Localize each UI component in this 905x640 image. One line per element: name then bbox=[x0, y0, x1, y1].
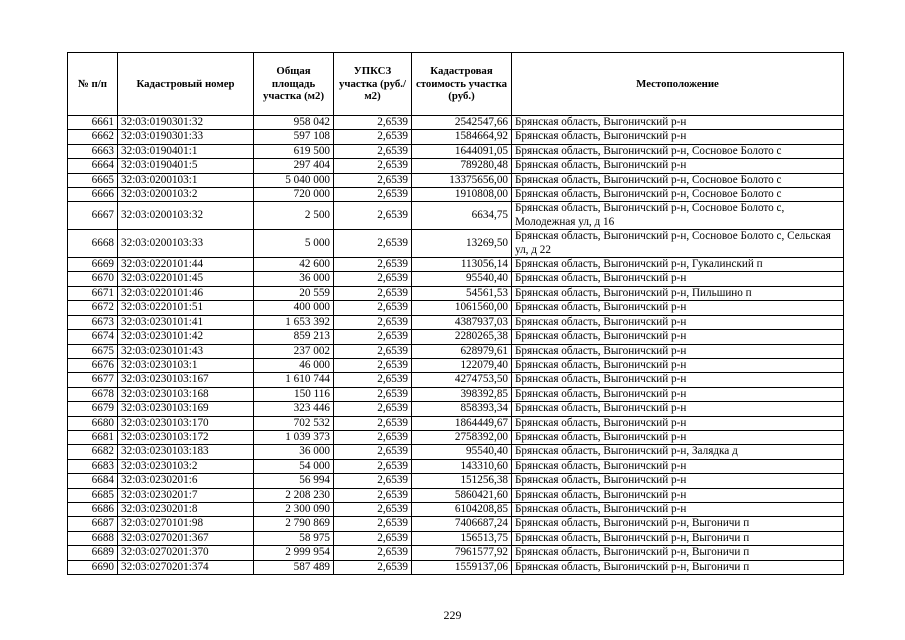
cell-area: 5 000 bbox=[254, 230, 334, 258]
cell-area: 2 790 869 bbox=[254, 517, 334, 531]
cell-cadastral-number: 32:03:0220101:46 bbox=[118, 286, 254, 300]
cell-location: Брянская область, Выгоничский р-н, Выгоничи п bbox=[512, 531, 844, 545]
cell-cadastral-number: 32:03:0230201:7 bbox=[118, 488, 254, 502]
cell-area: 587 489 bbox=[254, 560, 334, 574]
cell-cadastral-number: 32:03:0190401:5 bbox=[118, 159, 254, 173]
cell-num: 6670 bbox=[68, 272, 118, 286]
table-row bbox=[68, 315, 844, 329]
cell-rate: 2,6539 bbox=[334, 159, 412, 173]
cell-location: Брянская область, Выгоничский р-н bbox=[512, 416, 844, 430]
cell-num: 6674 bbox=[68, 330, 118, 344]
cell-cost: 1061560,00 bbox=[412, 301, 512, 315]
cell-cost: 113056,14 bbox=[412, 258, 512, 272]
cell-rate: 2,6539 bbox=[334, 315, 412, 329]
cell-location: Брянская область, Выгоничский р-н bbox=[512, 301, 844, 315]
cell-area: 237 002 bbox=[254, 344, 334, 358]
table-row bbox=[68, 116, 844, 130]
table-header-row bbox=[68, 53, 844, 116]
cell-rate: 2,6539 bbox=[334, 373, 412, 387]
cell-cost: 2280265,38 bbox=[412, 330, 512, 344]
cell-num: 6669 bbox=[68, 258, 118, 272]
cell-area: 54 000 bbox=[254, 459, 334, 473]
cell-num: 6687 bbox=[68, 517, 118, 531]
table-row bbox=[68, 488, 844, 502]
cell-cost: 5860421,60 bbox=[412, 488, 512, 502]
cell-num: 6678 bbox=[68, 387, 118, 401]
table-row bbox=[68, 445, 844, 459]
cell-location: Брянская область, Выгоничский р-н bbox=[512, 488, 844, 502]
cell-cost: 628979,61 bbox=[412, 344, 512, 358]
cell-location: Брянская область, Выгоничский р-н bbox=[512, 330, 844, 344]
cell-location: Брянская область, Выгоничский р-н bbox=[512, 358, 844, 372]
table-row bbox=[68, 286, 844, 300]
cell-area: 150 116 bbox=[254, 387, 334, 401]
cell-rate: 2,6539 bbox=[334, 130, 412, 144]
cell-cadastral-number: 32:03:0270201:370 bbox=[118, 546, 254, 560]
cell-area: 2 300 090 bbox=[254, 502, 334, 516]
cell-num: 6683 bbox=[68, 459, 118, 473]
cell-area: 400 000 bbox=[254, 301, 334, 315]
cell-rate: 2,6539 bbox=[334, 474, 412, 488]
cell-area: 2 999 954 bbox=[254, 546, 334, 560]
cell-area: 702 532 bbox=[254, 416, 334, 430]
cell-location: Брянская область, Выгоничский р-н, Выгоничи п bbox=[512, 560, 844, 574]
cell-cost: 6104208,85 bbox=[412, 502, 512, 516]
cell-location: Брянская область, Выгоничский р-н, Выгоничи п bbox=[512, 517, 844, 531]
cell-location: Брянская область, Выгоничский р-н bbox=[512, 474, 844, 488]
cell-area: 42 600 bbox=[254, 258, 334, 272]
cell-area: 323 446 bbox=[254, 402, 334, 416]
cell-cost: 95540,40 bbox=[412, 272, 512, 286]
cell-location: Брянская область, Выгоничский р-н bbox=[512, 130, 844, 144]
cell-cost: 122079,40 bbox=[412, 358, 512, 372]
cell-cost: 1864449,67 bbox=[412, 416, 512, 430]
cell-area: 1 653 392 bbox=[254, 315, 334, 329]
cell-num: 6685 bbox=[68, 488, 118, 502]
cell-cost: 1644091,05 bbox=[412, 144, 512, 158]
cell-cost: 54561,53 bbox=[412, 286, 512, 300]
header-rate: УПКСЗ участка (руб./м2) bbox=[334, 53, 412, 116]
cell-location: Брянская область, Выгоничский р-н, Выгоничи п bbox=[512, 546, 844, 560]
cell-cadastral-number: 32:03:0230103:170 bbox=[118, 416, 254, 430]
cell-num: 6665 bbox=[68, 173, 118, 187]
table-row bbox=[68, 258, 844, 272]
cell-cost: 4274753,50 bbox=[412, 373, 512, 387]
table-row bbox=[68, 402, 844, 416]
cell-cost: 156513,75 bbox=[412, 531, 512, 545]
cell-cadastral-number: 32:03:0270101:98 bbox=[118, 517, 254, 531]
cell-cadastral-number: 32:03:0230101:42 bbox=[118, 330, 254, 344]
cell-num: 6682 bbox=[68, 445, 118, 459]
cell-num: 6668 bbox=[68, 230, 118, 258]
cell-cost: 7406687,24 bbox=[412, 517, 512, 531]
cell-rate: 2,6539 bbox=[334, 258, 412, 272]
cell-area: 46 000 bbox=[254, 358, 334, 372]
table-row bbox=[68, 459, 844, 473]
cell-cadastral-number: 32:03:0220101:44 bbox=[118, 258, 254, 272]
cell-cadastral-number: 32:03:0190301:33 bbox=[118, 130, 254, 144]
cell-area: 36 000 bbox=[254, 272, 334, 286]
cell-area: 720 000 bbox=[254, 188, 334, 202]
cell-num: 6662 bbox=[68, 130, 118, 144]
cell-cadastral-number: 32:03:0200103:1 bbox=[118, 173, 254, 187]
cell-cost: 6634,75 bbox=[412, 202, 512, 230]
cell-rate: 2,6539 bbox=[334, 358, 412, 372]
cell-cadastral-number: 32:03:0230103:169 bbox=[118, 402, 254, 416]
header-num: № п/п bbox=[68, 53, 118, 116]
cell-num: 6681 bbox=[68, 430, 118, 444]
table-row bbox=[68, 301, 844, 315]
cell-num: 6667 bbox=[68, 202, 118, 230]
table-row bbox=[68, 159, 844, 173]
cell-cadastral-number: 32:03:0230103:172 bbox=[118, 430, 254, 444]
cell-location: Брянская область, Выгоничский р-н bbox=[512, 387, 844, 401]
table-row bbox=[68, 358, 844, 372]
cell-rate: 2,6539 bbox=[334, 330, 412, 344]
cell-location: Брянская область, Выгоничский р-н bbox=[512, 459, 844, 473]
cell-rate: 2,6539 bbox=[334, 144, 412, 158]
cadastral-table bbox=[67, 52, 844, 575]
cell-num: 6690 bbox=[68, 560, 118, 574]
cell-cost: 13269,50 bbox=[412, 230, 512, 258]
table-row bbox=[68, 330, 844, 344]
cell-location: Брянская область, Выгоничский р-н, Залядка д bbox=[512, 445, 844, 459]
cell-location: Брянская область, Выгоничский р-н, Сосновое Болото с bbox=[512, 188, 844, 202]
cell-location: Брянская область, Выгоничский р-н bbox=[512, 116, 844, 130]
cell-location: Брянская область, Выгоничский р-н bbox=[512, 272, 844, 286]
cell-area: 1 039 373 bbox=[254, 430, 334, 444]
cell-cadastral-number: 32:03:0230101:41 bbox=[118, 315, 254, 329]
header-cost: Кадастровая стоимость участка (руб.) bbox=[412, 53, 512, 116]
cell-cadastral-number: 32:03:0190301:32 bbox=[118, 116, 254, 130]
cell-location: Брянская область, Выгоничский р-н bbox=[512, 344, 844, 358]
cell-rate: 2,6539 bbox=[334, 173, 412, 187]
cell-rate: 2,6539 bbox=[334, 459, 412, 473]
table-row bbox=[68, 531, 844, 545]
cell-num: 6663 bbox=[68, 144, 118, 158]
cell-cadastral-number: 32:03:0200103:32 bbox=[118, 202, 254, 230]
cell-location: Брянская область, Выгоничский р-н, Гукалинский п bbox=[512, 258, 844, 272]
table-row bbox=[68, 517, 844, 531]
cell-rate: 2,6539 bbox=[334, 188, 412, 202]
table-row bbox=[68, 188, 844, 202]
cell-num: 6684 bbox=[68, 474, 118, 488]
cell-rate: 2,6539 bbox=[334, 230, 412, 258]
cell-cost: 151256,38 bbox=[412, 474, 512, 488]
cell-cadastral-number: 32:03:0230103:167 bbox=[118, 373, 254, 387]
cell-cadastral-number: 32:03:0220101:45 bbox=[118, 272, 254, 286]
cell-area: 5 040 000 bbox=[254, 173, 334, 187]
cell-rate: 2,6539 bbox=[334, 430, 412, 444]
table-row bbox=[68, 416, 844, 430]
cell-num: 6680 bbox=[68, 416, 118, 430]
cell-cadastral-number: 32:03:0190401:1 bbox=[118, 144, 254, 158]
header-location: Местоположение bbox=[512, 53, 844, 116]
cell-num: 6676 bbox=[68, 358, 118, 372]
cell-num: 6689 bbox=[68, 546, 118, 560]
table-row bbox=[68, 546, 844, 560]
cell-cost: 4387937,03 bbox=[412, 315, 512, 329]
header-area: Общая площадь участка (м2) bbox=[254, 53, 334, 116]
cell-location: Брянская область, Выгоничский р-н, Сосновое Болото с, Молодежная ул, д 16 bbox=[512, 202, 844, 230]
cell-cadastral-number: 32:03:0220101:51 bbox=[118, 301, 254, 315]
cell-area: 619 500 bbox=[254, 144, 334, 158]
cell-area: 1 610 744 bbox=[254, 373, 334, 387]
table-row bbox=[68, 373, 844, 387]
cell-rate: 2,6539 bbox=[334, 272, 412, 286]
cell-area: 297 404 bbox=[254, 159, 334, 173]
cell-rate: 2,6539 bbox=[334, 560, 412, 574]
cell-cadastral-number: 32:03:0200103:33 bbox=[118, 230, 254, 258]
cell-num: 6673 bbox=[68, 315, 118, 329]
cell-num: 6671 bbox=[68, 286, 118, 300]
cell-rate: 2,6539 bbox=[334, 387, 412, 401]
cell-location: Брянская область, Выгоничский р-н, Сосновое Болото с, Сельская ул, д 22 bbox=[512, 230, 844, 258]
cell-rate: 2,6539 bbox=[334, 344, 412, 358]
cell-area: 2 500 bbox=[254, 202, 334, 230]
table-row bbox=[68, 230, 844, 258]
cell-rate: 2,6539 bbox=[334, 546, 412, 560]
cell-cadastral-number: 32:03:0230103:183 bbox=[118, 445, 254, 459]
cell-num: 6675 bbox=[68, 344, 118, 358]
page-number: 229 bbox=[443, 608, 462, 622]
table-row bbox=[68, 173, 844, 187]
cell-rate: 2,6539 bbox=[334, 202, 412, 230]
cell-cost: 1584664,92 bbox=[412, 130, 512, 144]
cell-cost: 1559137,06 bbox=[412, 560, 512, 574]
cell-cost: 2758392,00 bbox=[412, 430, 512, 444]
cell-cost: 7961577,92 bbox=[412, 546, 512, 560]
cell-cadastral-number: 32:03:0270201:367 bbox=[118, 531, 254, 545]
cell-area: 597 108 bbox=[254, 130, 334, 144]
cell-rate: 2,6539 bbox=[334, 445, 412, 459]
table-row bbox=[68, 502, 844, 516]
cell-num: 6672 bbox=[68, 301, 118, 315]
table-row bbox=[68, 144, 844, 158]
table-row bbox=[68, 387, 844, 401]
cell-area: 58 975 bbox=[254, 531, 334, 545]
cell-area: 2 208 230 bbox=[254, 488, 334, 502]
cell-rate: 2,6539 bbox=[334, 502, 412, 516]
cell-num: 6664 bbox=[68, 159, 118, 173]
cell-cost: 2542547,66 bbox=[412, 116, 512, 130]
cell-location: Брянская область, Выгоничский р-н, Сосновое Болото с bbox=[512, 173, 844, 187]
cell-area: 36 000 bbox=[254, 445, 334, 459]
cell-location: Брянская область, Выгоничский р-н, Пильшино п bbox=[512, 286, 844, 300]
cell-area: 56 994 bbox=[254, 474, 334, 488]
cell-cost: 13375656,00 bbox=[412, 173, 512, 187]
cell-rate: 2,6539 bbox=[334, 402, 412, 416]
cell-cost: 858393,34 bbox=[412, 402, 512, 416]
cell-cadastral-number: 32:03:0230201:8 bbox=[118, 502, 254, 516]
table-row bbox=[68, 130, 844, 144]
cell-cost: 789280,48 bbox=[412, 159, 512, 173]
cell-cadastral-number: 32:03:0230103:1 bbox=[118, 358, 254, 372]
cell-cadastral-number: 32:03:0270201:374 bbox=[118, 560, 254, 574]
table-row bbox=[68, 474, 844, 488]
table-row bbox=[68, 560, 844, 574]
table-row bbox=[68, 430, 844, 444]
cell-area: 859 213 bbox=[254, 330, 334, 344]
cell-cadastral-number: 32:03:0200103:2 bbox=[118, 188, 254, 202]
cell-num: 6677 bbox=[68, 373, 118, 387]
cell-num: 6661 bbox=[68, 116, 118, 130]
cell-rate: 2,6539 bbox=[334, 286, 412, 300]
cell-cost: 95540,40 bbox=[412, 445, 512, 459]
cell-location: Брянская область, Выгоничский р-н bbox=[512, 430, 844, 444]
cell-cost: 143310,60 bbox=[412, 459, 512, 473]
cell-rate: 2,6539 bbox=[334, 488, 412, 502]
cell-location: Брянская область, Выгоничский р-н bbox=[512, 502, 844, 516]
cell-cadastral-number: 32:03:0230103:2 bbox=[118, 459, 254, 473]
cell-num: 6679 bbox=[68, 402, 118, 416]
cell-cost: 1910808,00 bbox=[412, 188, 512, 202]
cell-num: 6666 bbox=[68, 188, 118, 202]
cell-location: Брянская область, Выгоничский р-н bbox=[512, 402, 844, 416]
cell-rate: 2,6539 bbox=[334, 517, 412, 531]
cell-location: Брянская область, Выгоничский р-н bbox=[512, 315, 844, 329]
cell-location: Брянская область, Выгоничский р-н, Сосновое Болото с bbox=[512, 144, 844, 158]
cell-area: 958 042 bbox=[254, 116, 334, 130]
cell-rate: 2,6539 bbox=[334, 416, 412, 430]
cell-cadastral-number: 32:03:0230101:43 bbox=[118, 344, 254, 358]
cell-cost: 398392,85 bbox=[412, 387, 512, 401]
cell-cadastral-number: 32:03:0230103:168 bbox=[118, 387, 254, 401]
header-cadastral-number: Кадастровый номер bbox=[118, 53, 254, 116]
cell-location: Брянская область, Выгоничский р-н bbox=[512, 159, 844, 173]
cell-cadastral-number: 32:03:0230201:6 bbox=[118, 474, 254, 488]
cell-rate: 2,6539 bbox=[334, 116, 412, 130]
cell-location: Брянская область, Выгоничский р-н bbox=[512, 373, 844, 387]
cell-rate: 2,6539 bbox=[334, 531, 412, 545]
cell-num: 6686 bbox=[68, 502, 118, 516]
cell-num: 6688 bbox=[68, 531, 118, 545]
cell-area: 20 559 bbox=[254, 286, 334, 300]
table-row bbox=[68, 202, 844, 230]
table-row bbox=[68, 344, 844, 358]
table-row bbox=[68, 272, 844, 286]
cell-rate: 2,6539 bbox=[334, 301, 412, 315]
